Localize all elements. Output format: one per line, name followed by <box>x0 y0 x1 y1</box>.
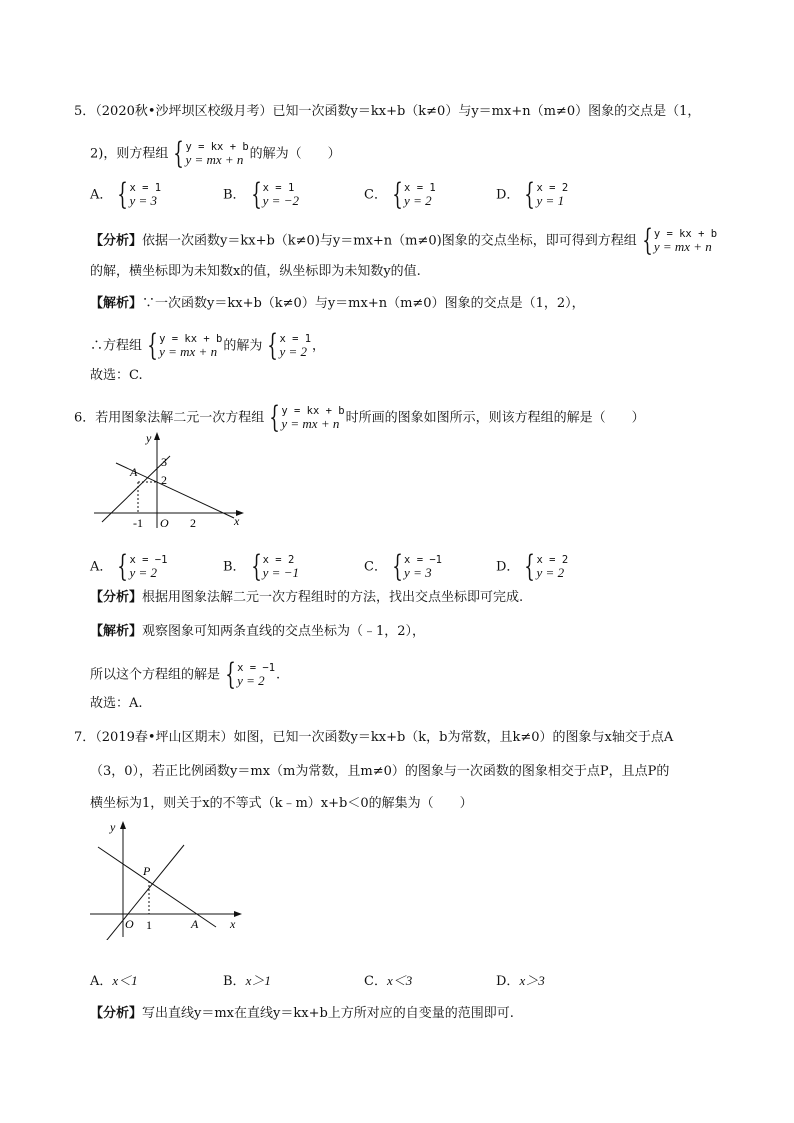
q7-analysis-tag: 【分析】 <box>90 1006 143 1021</box>
q6-option-a-bot: y = 2 <box>129 565 158 580</box>
q6-stem-pre: 6．若用图象法解二元一次方程组 <box>74 410 265 426</box>
q5-solution-text1: ∵一次函数y＝kx+b（k≠0）与y＝mx+n（m≠0）图象的交点是（1，2）， <box>142 296 585 311</box>
q6-analysis-tag: 【分析】 <box>90 590 143 605</box>
q5-solution-pre: ∴方程组 <box>90 338 143 354</box>
q6-y-axis-arrow <box>154 432 160 440</box>
q5-option-b-bot: y = −2 <box>262 193 299 208</box>
q5-analysis-sys-top: y = kx + b <box>653 228 718 240</box>
q5-sys-top: y = kx + b <box>185 141 249 153</box>
q5-analysis-tag: 【分析】 <box>90 233 143 249</box>
q6-option-a-top: x = −1 <box>129 554 168 566</box>
q7-option-c <box>364 973 412 990</box>
q6-analysis <box>90 590 523 606</box>
q5-option-c-bot: y = 2 <box>404 193 432 208</box>
q7-option-a <box>90 973 138 990</box>
q6-option-b-top: x = 2 <box>262 554 295 566</box>
q5-option-a-top: x = 1 <box>129 182 162 194</box>
q5-stem-post: 的解为（ ） <box>249 146 341 162</box>
q6-tick-neg1: -1 <box>133 516 143 530</box>
q7-point-a-label: A <box>191 917 199 931</box>
q6-solution-x: x = −1 <box>237 662 276 674</box>
q5-analysis-line1: 【分析】依据一次函数y＝kx+b（k≠0)与y＝mx+n（m≠0)图象的交点坐标，即可得到方程组 { y = kx + b y = mx + n <box>90 223 718 258</box>
q6-tick-x2: 2 <box>190 516 196 530</box>
q7-analysis <box>90 1006 514 1022</box>
q7-stem-line1: 7．（2019春•坪山区期末）如图，已知一次函数y＝kx+b（k，b为常数，且k≠0）的图象与x轴交于点A <box>74 730 674 745</box>
q5-option-a-bot: y = 3 <box>129 193 158 208</box>
q6-option-d-bot: y = 2 <box>536 565 565 580</box>
q7-option-c-text: x＜3 <box>386 973 413 988</box>
q5-stem-pre: 2)，则方程组 <box>90 146 169 162</box>
q6-option-b-bot: y = −1 <box>262 565 299 580</box>
q6-tick-3: 3 <box>161 455 167 469</box>
q7-line-mx <box>98 845 184 940</box>
q5-analysis-text1: 依据一次函数y＝kx+b（k≠0)与y＝mx+n（m≠0)图象的交点坐标，即可得到方程组 <box>142 233 637 249</box>
q7-option-a-label: A． <box>90 974 113 989</box>
q5-solution-sys-top: y = kx + b <box>159 333 223 345</box>
q5-analysis-sys-bot: y = mx + n <box>653 239 712 254</box>
q6-y-label: y <box>146 431 152 445</box>
q7-option-b-label: B． <box>223 974 246 989</box>
q5-option-a: A． { x = 1 y = 3 <box>90 177 162 212</box>
q5-option-a-label: A． <box>90 187 113 203</box>
q5-solution-tag: 【解析】 <box>90 296 143 311</box>
q7-option-d <box>496 973 545 990</box>
q6-analysis-text: 根据用图象法解二元一次方程组时的方法，找出交点坐标即可完成. <box>142 590 524 605</box>
q5-equation-system: { y = kx + b y = mx + n <box>173 136 249 171</box>
q6-solution-post: . <box>276 667 281 683</box>
q5-option-b: B． { x = 1 y = −2 <box>223 177 299 212</box>
q5-solution-sys-bot: y = mx + n <box>159 344 218 359</box>
q6-tick-2: 2 <box>161 473 167 487</box>
q7-line-kxb <box>98 847 216 927</box>
q6-equation-system: { y = kx + b y = mx + n <box>269 400 345 435</box>
q5-option-b-top: x = 1 <box>262 182 295 194</box>
q6-solution-text1: 观察图象可知两条直线的交点坐标为（﹣1，2）， <box>142 624 426 639</box>
q7-origin-label: O <box>125 917 134 931</box>
q6-solution-line2: 所以这个方程组的解是 { x = −1 y = 2 . <box>90 657 281 692</box>
q5-option-c-top: x = 1 <box>404 182 436 194</box>
q6-option-c-label: C． <box>364 559 387 575</box>
q6-option-d: D． { x = 2 y = 2 <box>496 549 569 584</box>
q7-option-a-text: x＜1 <box>112 973 138 988</box>
q6-option-c: C． { x = −1 y = 3 <box>364 549 442 584</box>
q5-option-c-label: C． <box>364 187 387 203</box>
q5-solution-post: ， <box>312 338 326 354</box>
q5-solution-line2: ∴方程组 { y = kx + b y = mx + n 的解为 { x = 1 y = 2 ， <box>90 328 326 363</box>
q7-x-label: x <box>230 917 236 931</box>
q5-stem-line1: 5．（2020秋•沙坪坝区校级月考）已知一次函数y＝kx+b（k≠0）与y＝mx+n（m≠0）图象的交点是（1， <box>74 104 701 119</box>
q6-option-c-bot: y = 3 <box>404 565 432 580</box>
q6-sys-bot: y = mx + n <box>281 416 340 431</box>
q7-option-c-label: C． <box>364 974 387 989</box>
q6-option-b: B． { x = 2 y = −1 <box>223 549 299 584</box>
q5-stem-line2 <box>90 136 341 171</box>
q6-solution-pre: 所以这个方程组的解是 <box>90 667 221 683</box>
q6-option-d-label: D． <box>496 559 520 575</box>
q5-option-b-label: B． <box>223 187 246 203</box>
q7-option-d-label: D． <box>496 974 520 989</box>
q7-stem-line2: （3，0），若正比例函数y＝mx（m为常数，且m≠0）的图象与一次函数的图象相交于点P，且点P的 <box>90 764 670 779</box>
q5-option-d: D． { x = 2 y = 1 <box>496 177 569 212</box>
q6-answer: 故选：A. <box>90 696 143 711</box>
q5-option-d-label: D． <box>496 187 520 203</box>
q6-graph <box>88 428 248 536</box>
q7-stem-line3: 横坐标为1，则关于x的不等式（k﹣m）x+b＜0的解集为（ ） <box>90 796 473 811</box>
q6-solution-tag: 【解析】 <box>90 624 143 639</box>
q6-option-c-top: x = −1 <box>404 554 442 566</box>
q7-graph <box>88 815 248 940</box>
q5-solution-line1 <box>90 296 585 312</box>
q6-option-b-label: B． <box>223 559 246 575</box>
q6-x-label: x <box>234 514 240 528</box>
q7-tick-1: 1 <box>146 918 152 932</box>
q6-solution-line1 <box>90 624 425 640</box>
q7-y-axis-arrow <box>120 821 126 829</box>
q6-origin-label: O <box>160 516 169 530</box>
q6-solution-y: y = 2 <box>237 673 265 688</box>
q7-y-label: y <box>110 820 116 834</box>
q6-point-a-label: A <box>130 465 138 479</box>
q5-solution-mid: 的解为 <box>223 338 263 354</box>
q7-option-d-text: x＞3 <box>519 973 545 988</box>
q7-analysis-text: 写出直线y＝mx在直线y＝kx+b上方所对应的自变量的范围即可. <box>142 1006 514 1021</box>
q5-option-c: C． { x = 1 y = 2 <box>364 177 436 212</box>
q7-option-b-text: x＞1 <box>245 973 271 988</box>
q6-stem-post: 时所画的图象如图所示，则该方程组的解是（ ） <box>345 410 645 426</box>
q5-option-d-top: x = 2 <box>536 182 569 194</box>
q7-point-p-label: P <box>143 864 151 878</box>
q5-option-d-bot: y = 1 <box>536 193 565 208</box>
q6-option-d-top: x = 2 <box>536 554 569 566</box>
q5-sys-bot: y = mx + n <box>185 152 244 167</box>
q6-option-a-label: A． <box>90 559 113 575</box>
q5-analysis-line2: 的解，横坐标即为未知数x的值，纵坐标即为未知数y的值. <box>90 264 421 279</box>
q5-solution-y: y = 2 <box>279 344 307 359</box>
q5-answer: 故选：C. <box>90 368 143 383</box>
q6-sys-top: y = kx + b <box>281 405 345 417</box>
q7-option-b <box>223 973 271 990</box>
q5-solution-x: x = 1 <box>279 333 312 345</box>
q6-option-a: A． { x = −1 y = 2 <box>90 549 168 584</box>
